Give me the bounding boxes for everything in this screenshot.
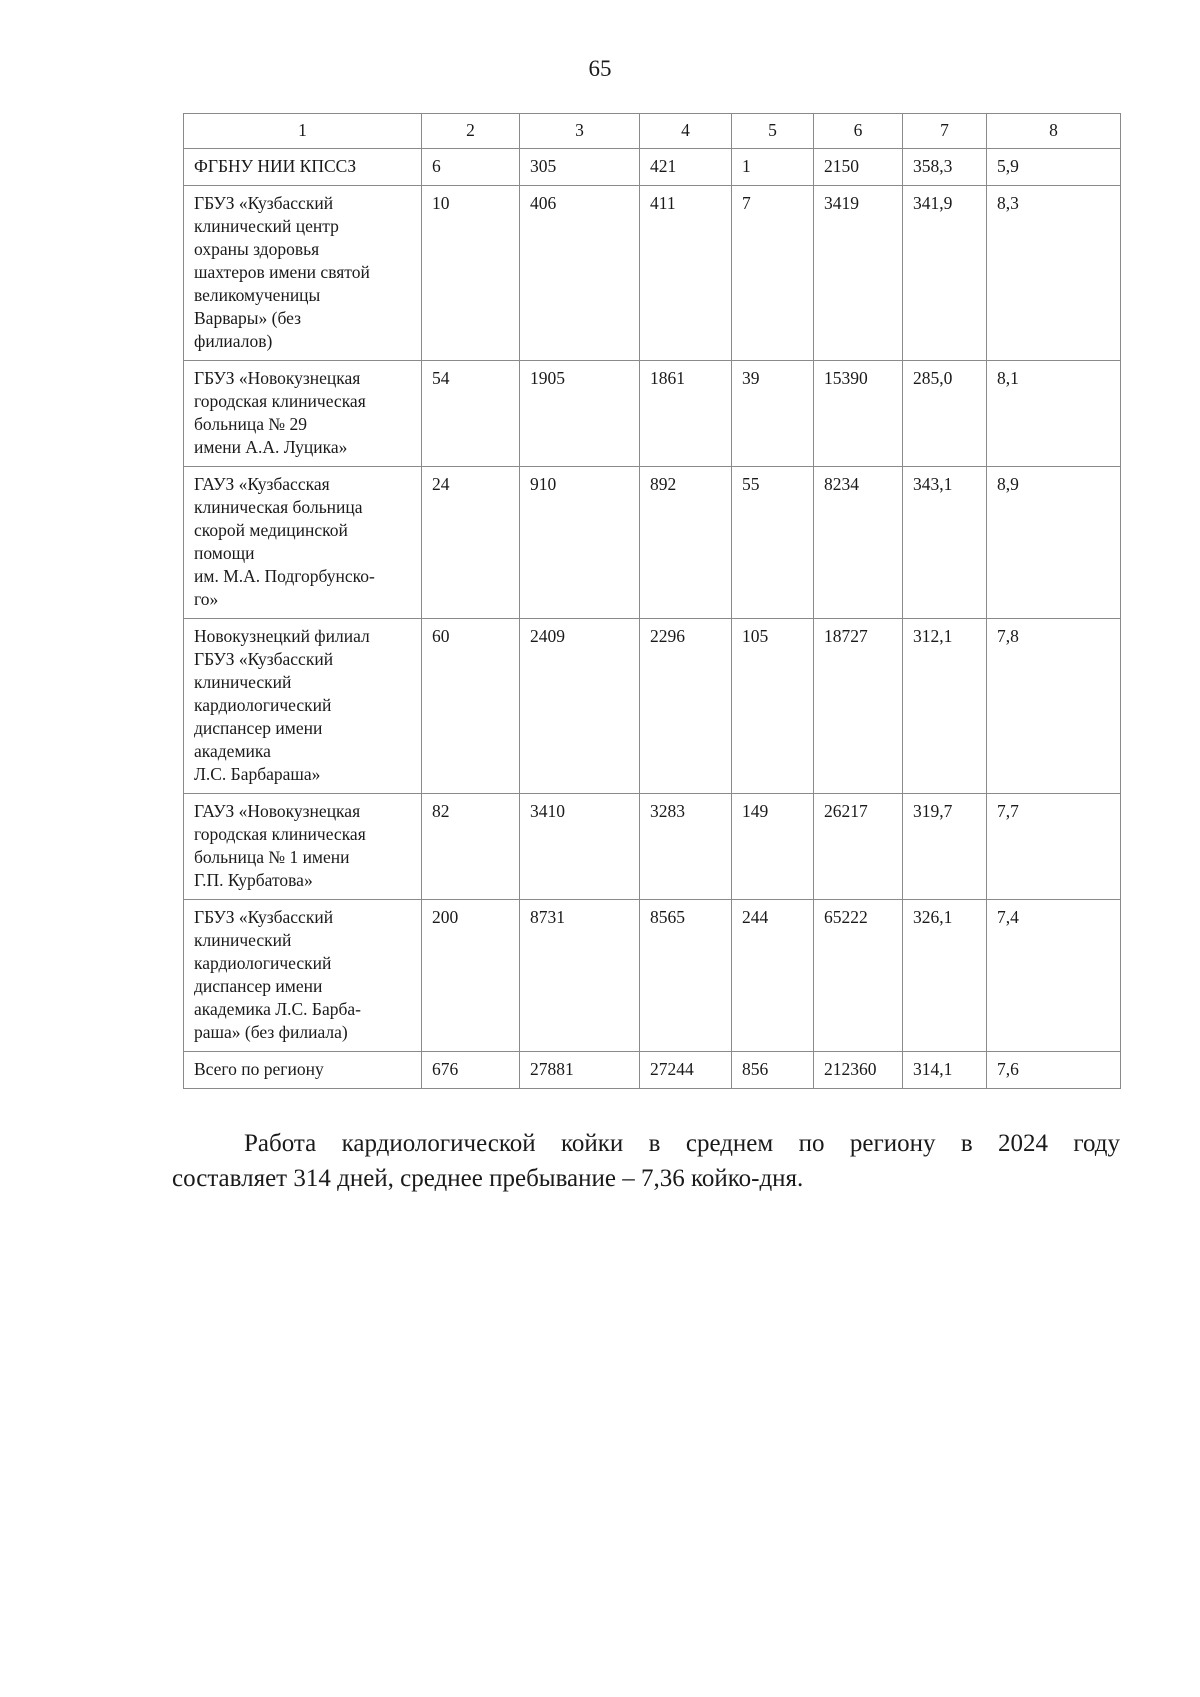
value-cell: 8,3 [987, 186, 1121, 361]
table-row [184, 1052, 1121, 1089]
institution-name-line: имени А.А. Луцика» [194, 437, 348, 457]
value-cell: 26217 [814, 794, 903, 900]
value-cell: 341,9 [903, 186, 987, 361]
value-cell: 2409 [520, 619, 640, 794]
institution-name-line: ГАУЗ «Кузбасская [194, 474, 330, 494]
header-cell: 5 [732, 114, 814, 149]
institution-name-line: городская клиническая [194, 391, 366, 411]
institution-name-line: им. М.А. Подгорбунско- [194, 566, 375, 586]
institution-name-line: Новокузнецкий филиал [194, 626, 370, 646]
value-cell: 10 [422, 186, 520, 361]
institution-name-cell [184, 1052, 422, 1089]
header-cell: 6 [814, 114, 903, 149]
table-row [184, 361, 1121, 467]
value-cell: 18727 [814, 619, 903, 794]
institution-name-line: академика [194, 741, 271, 761]
table-row [184, 186, 1121, 361]
header-cell: 7 [903, 114, 987, 149]
institution-name-line: академика Л.С. Барба- [194, 999, 361, 1019]
value-cell: 7,8 [987, 619, 1121, 794]
table-row [184, 900, 1121, 1052]
institution-name-line: городская клиническая [194, 824, 366, 844]
value-cell: 15390 [814, 361, 903, 467]
institution-name-cell [184, 186, 422, 361]
institution-name-line: диспансер имени [194, 718, 323, 738]
institution-name-cell [184, 149, 422, 186]
value-cell: 3283 [640, 794, 732, 900]
table-row [184, 794, 1121, 900]
institution-name-line: Л.С. Барбараша» [194, 764, 321, 784]
value-cell: 39 [732, 361, 814, 467]
value-cell: 55 [732, 467, 814, 619]
paragraph-line: Работа кардиологической койки в среднем по региону в 2024 году [244, 1130, 1120, 1157]
value-cell: 8731 [520, 900, 640, 1052]
value-cell: 8,9 [987, 467, 1121, 619]
institution-name-line: раша» (без филиала) [194, 1022, 348, 1042]
value-cell: 8565 [640, 900, 732, 1052]
institution-name-line: клинический [194, 930, 292, 950]
institution-name-line: диспансер имени [194, 976, 323, 996]
institution-name-cell [184, 361, 422, 467]
value-cell: 60 [422, 619, 520, 794]
value-cell: 676 [422, 1052, 520, 1089]
table-row [184, 149, 1121, 186]
institution-name-line: ГБУЗ «Новокузнецкая [194, 368, 361, 388]
institution-name-line: клиническая больница [194, 497, 363, 517]
institution-name-line: ГБУЗ «Кузбасский [194, 649, 334, 669]
value-cell: 149 [732, 794, 814, 900]
value-cell: 856 [732, 1052, 814, 1089]
value-cell: 1861 [640, 361, 732, 467]
value-cell: 305 [520, 149, 640, 186]
institution-name-line: кардиологический [194, 953, 332, 973]
value-cell: 285,0 [903, 361, 987, 467]
institution-name-line: клинический [194, 672, 292, 692]
value-cell: 27244 [640, 1052, 732, 1089]
institution-name-line: охраны здоровья [194, 239, 320, 259]
data-table [183, 113, 1121, 1089]
value-cell: 2296 [640, 619, 732, 794]
value-cell: 27881 [520, 1052, 640, 1089]
table-row [184, 467, 1121, 619]
value-cell: 7,4 [987, 900, 1121, 1052]
value-cell: 212360 [814, 1052, 903, 1089]
institution-name-line: больница № 1 имени [194, 847, 350, 867]
value-cell: 343,1 [903, 467, 987, 619]
value-cell: 24 [422, 467, 520, 619]
value-cell: 3410 [520, 794, 640, 900]
value-cell: 319,7 [903, 794, 987, 900]
value-cell: 1905 [520, 361, 640, 467]
value-cell: 358,3 [903, 149, 987, 186]
value-cell: 8,1 [987, 361, 1121, 467]
institution-name-line: го» [194, 589, 219, 609]
value-cell: 7,7 [987, 794, 1121, 900]
institution-name-line: филиалов) [194, 331, 273, 351]
institution-name-line: ФГБНУ НИИ КПССЗ [194, 156, 357, 176]
value-cell: 421 [640, 149, 732, 186]
value-cell: 7 [732, 186, 814, 361]
value-cell: 65222 [814, 900, 903, 1052]
institution-name-line: ГБУЗ «Кузбасский [194, 907, 334, 927]
institution-name-line: больница № 29 [194, 414, 307, 434]
value-cell: 1 [732, 149, 814, 186]
body-paragraph [172, 1126, 1120, 1196]
institution-name-line: Всего по региону [194, 1059, 324, 1079]
value-cell: 6 [422, 149, 520, 186]
value-cell: 910 [520, 467, 640, 619]
value-cell: 2150 [814, 149, 903, 186]
value-cell: 312,1 [903, 619, 987, 794]
table-header-row [184, 114, 1121, 149]
value-cell: 7,6 [987, 1052, 1121, 1089]
institution-name-line: ГБУЗ «Кузбасский [194, 193, 334, 213]
institution-name-line: шахтеров имени святой [194, 262, 370, 282]
header-cell: 8 [987, 114, 1121, 149]
institution-name-cell [184, 467, 422, 619]
value-cell: 244 [732, 900, 814, 1052]
institution-name-line: кардиологический [194, 695, 332, 715]
header-cell: 3 [520, 114, 640, 149]
value-cell: 200 [422, 900, 520, 1052]
institution-name-line: Варвары» (без [194, 308, 302, 328]
institution-name-cell [184, 900, 422, 1052]
institution-name-line: великомученицы [194, 285, 321, 305]
paragraph-line: составляет 314 дней, среднее пребывание – 7,36 койко-дня. [172, 1165, 804, 1192]
institution-name-cell [184, 794, 422, 900]
institution-name-cell [184, 619, 422, 794]
institution-name-line: ГАУЗ «Новокузнецкая [194, 801, 361, 821]
value-cell: 82 [422, 794, 520, 900]
value-cell: 54 [422, 361, 520, 467]
institution-name-line: клинический центр [194, 216, 339, 236]
value-cell: 326,1 [903, 900, 987, 1052]
value-cell: 314,1 [903, 1052, 987, 1089]
header-cell: 2 [422, 114, 520, 149]
institution-name-line: Г.П. Курбатова» [194, 870, 313, 890]
value-cell: 411 [640, 186, 732, 361]
institution-name-line: помощи [194, 543, 255, 563]
value-cell: 406 [520, 186, 640, 361]
page-number: 65 [588, 56, 612, 81]
value-cell: 3419 [814, 186, 903, 361]
institution-name-line: скорой медицинской [194, 520, 348, 540]
table-row [184, 619, 1121, 794]
header-cell: 1 [184, 114, 422, 149]
header-cell: 4 [640, 114, 732, 149]
value-cell: 8234 [814, 467, 903, 619]
value-cell: 892 [640, 467, 732, 619]
table-body [184, 114, 1121, 1089]
value-cell: 5,9 [987, 149, 1121, 186]
value-cell: 105 [732, 619, 814, 794]
